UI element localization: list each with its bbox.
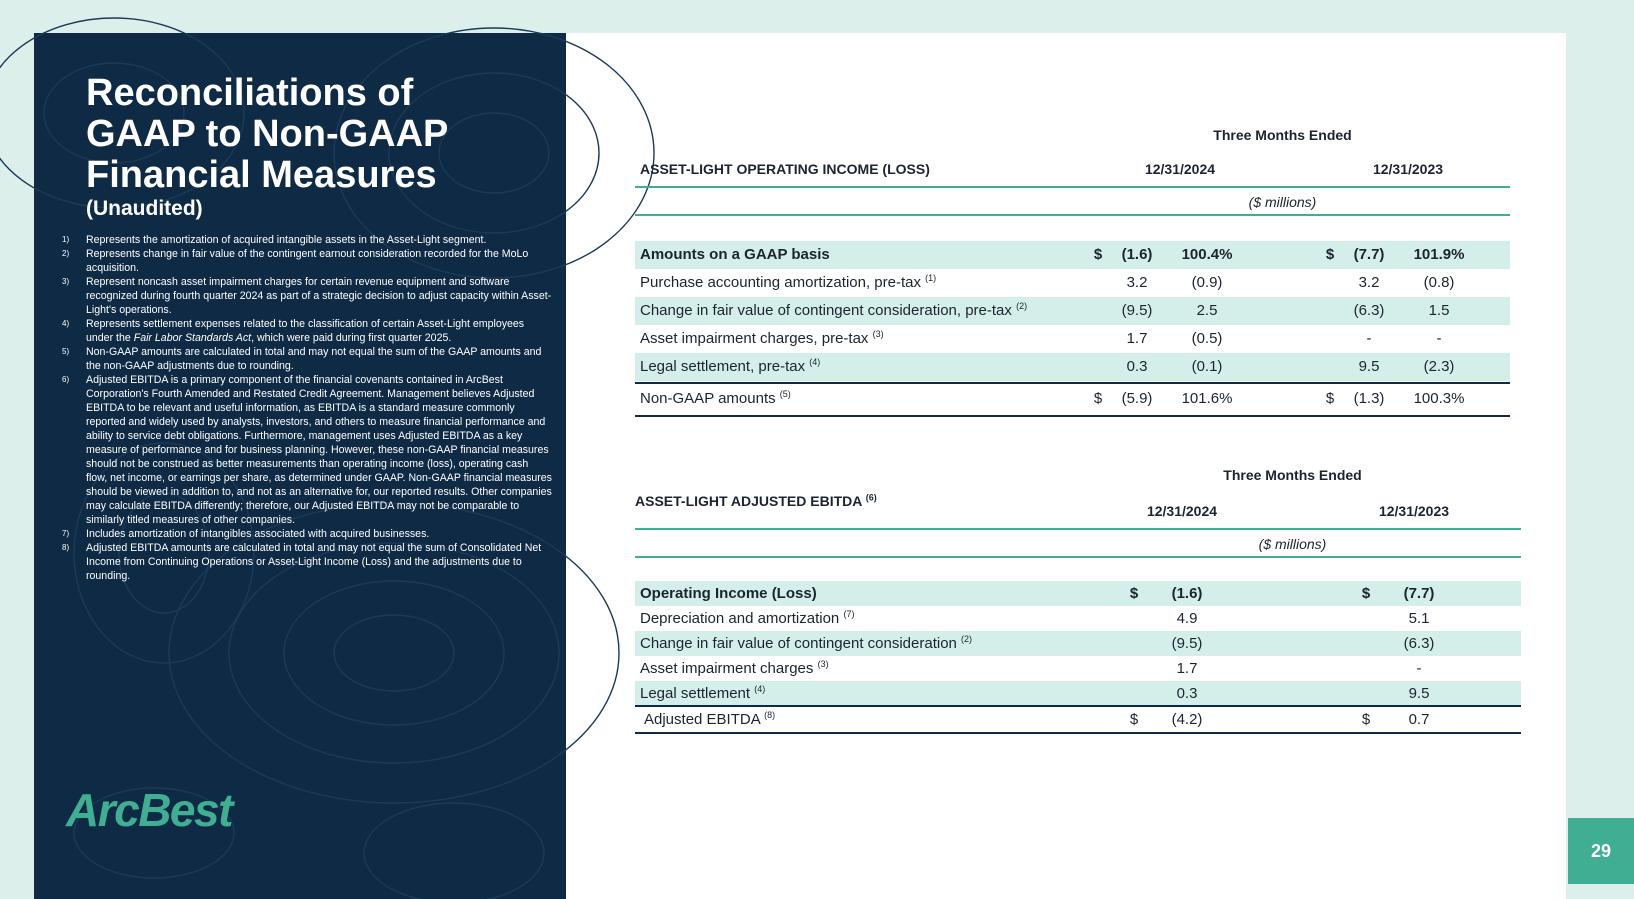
header-divider (635, 214, 1510, 216)
row-label-text: Depreciation and amortization (640, 610, 840, 627)
row-label-text: Asset impairment charges (640, 660, 814, 677)
row-label (640, 241, 830, 269)
row-label (640, 269, 936, 297)
percent-2024: (0.5) (1191, 330, 1223, 347)
footnote-number: 3) (62, 277, 70, 286)
footnote (62, 373, 552, 527)
row-label-text: Adjusted EBITDA (644, 711, 760, 728)
units-label: ($ millions) (1258, 536, 1327, 552)
left-panel (34, 33, 566, 899)
percent-2024: 2.5 (1196, 302, 1218, 319)
table-row (635, 681, 1521, 706)
footnote-ref: (7) (843, 609, 855, 619)
footnote-text: Non-GAAP amounts are calculated in total and may not equal the sum of the GAAP amounts and the non-GAAP adjustments due to rounding. (86, 346, 542, 372)
footnote-number: 8) (62, 543, 70, 552)
row-label (640, 297, 1027, 325)
row-label-text: Operating Income (Loss) (640, 585, 817, 602)
value-2024: (5.9) (1121, 390, 1153, 407)
table-title-text: ASSET-LIGHT ADJUSTED EBITDA (635, 493, 862, 509)
dollar-sign: $ (1325, 390, 1335, 407)
value-2023: 0.7 (1408, 711, 1430, 728)
row-label-text: Asset impairment charges, pre-tax (640, 330, 869, 347)
percent-2023: - (1436, 330, 1442, 347)
value-2023: 9.5 (1358, 358, 1380, 375)
footnote-ref: (5) (779, 389, 791, 399)
table-row (635, 269, 1510, 297)
table-row (635, 297, 1510, 325)
value-2024: 3.2 (1126, 274, 1148, 291)
row-label-text: Legal settlement (640, 685, 751, 702)
table-row (635, 581, 1521, 606)
footnote-ref: (4) (754, 684, 766, 694)
percent-2024: 101.6% (1181, 390, 1233, 407)
value-2024: 0.3 (1176, 685, 1198, 702)
value-2024: 1.7 (1176, 660, 1198, 677)
footnote (62, 541, 552, 583)
row-label (640, 631, 972, 656)
percent-2023: 101.9% (1413, 246, 1465, 263)
table-row (635, 656, 1521, 681)
percent-2023: 100.3% (1413, 390, 1465, 407)
table-row (635, 325, 1510, 353)
row-label (640, 656, 829, 681)
footnote-number: 5) (62, 347, 70, 356)
footnote (62, 317, 552, 345)
row-label-text: Non-GAAP amounts (640, 390, 776, 407)
dollar-sign: $ (1093, 390, 1103, 407)
row-label (640, 385, 791, 413)
value-2024: (1.6) (1171, 585, 1203, 602)
row-label-text: Change in fair value of contingent consideration (640, 635, 957, 652)
footnote-text: Adjusted EBITDA amounts are calculated in total and may not equal the sum of Consolidated Net Income from Continuing Operations or Asset-Light Income (Loss) and the adjustments due to rounding. (86, 542, 542, 582)
period-header: Three Months Ended (1223, 467, 1362, 483)
column-header-2023: 12/31/2023 (1372, 161, 1444, 177)
dollar-sign: $ (1361, 711, 1371, 728)
value-2023: 5.1 (1408, 610, 1430, 627)
period-header: Three Months Ended (1213, 127, 1352, 143)
page-number: 29 (1568, 818, 1634, 884)
row-label (640, 606, 854, 631)
adjusted-ebitda-table (635, 465, 1521, 785)
footnotes (62, 233, 552, 583)
title-line-2: GAAP to Non-GAAP (86, 113, 449, 155)
percent-2024: (0.1) (1191, 358, 1223, 375)
row-label-text: Legal settlement, pre-tax (640, 358, 806, 375)
footnote-number: 6) (62, 375, 70, 384)
row-label-text: Amounts on a GAAP basis (640, 246, 830, 263)
footnote (62, 247, 552, 275)
dollar-sign: $ (1129, 711, 1139, 728)
footnote-ref: (2) (1016, 301, 1028, 311)
footnote-ref: (2) (961, 634, 973, 644)
row-label (640, 681, 765, 706)
footnote-ref: (3) (872, 329, 884, 339)
table-title: ASSET-LIGHT OPERATING INCOME (LOSS) (640, 161, 930, 177)
row-label (640, 325, 884, 353)
value-2024: (9.5) (1171, 635, 1203, 652)
value-2023: (6.3) (1353, 302, 1385, 319)
footnote-text-italic: Fair Labor Standards Act (133, 332, 252, 344)
value-2024: 4.9 (1176, 610, 1198, 627)
footnote-text: Represents change in fair value of the contingent earnout consideration recorded for the MoLo acquisition. (86, 248, 529, 274)
header-divider (635, 556, 1521, 558)
header-divider (635, 528, 1521, 530)
footnote-ref: (1) (925, 273, 937, 283)
footnote-text: Represent noncash asset impairment charges for certain revenue equipment and software recognized during fourth quarter 2024 as part of a strategic decision to adjust capacity within Asset-Light's operations. (86, 276, 552, 316)
footnote-text: Represents the amortization of acquired intangible assets in the Asset-Light segment. (86, 234, 487, 246)
footnote-text (86, 317, 552, 345)
value-2023: (1.3) (1353, 390, 1385, 407)
footnote (62, 233, 552, 247)
column-header-2023: 12/31/2023 (1378, 503, 1450, 519)
value-2024: (1.6) (1121, 246, 1153, 263)
title-line-1: Reconciliations of (86, 72, 414, 114)
footnote-text-part: , which were paid during first quarter 2025. (251, 332, 452, 344)
dollar-sign: $ (1093, 246, 1103, 263)
percent-2024: 100.4% (1181, 246, 1233, 263)
dollar-sign: $ (1361, 585, 1371, 602)
header-divider (635, 186, 1510, 188)
total-divider (635, 732, 1521, 734)
value-2024: 1.7 (1126, 330, 1148, 347)
row-label (644, 707, 775, 732)
operating-income-table (635, 123, 1510, 453)
footnote-text: Includes amortization of intangibles associated with acquired businesses. (86, 528, 430, 540)
table-row (635, 707, 1521, 732)
footnote-number: 1) (62, 235, 70, 244)
dollar-sign: $ (1129, 585, 1139, 602)
value-2024: (9.5) (1121, 302, 1153, 319)
footnote-number: 4) (62, 319, 70, 328)
percent-2023: (0.8) (1423, 274, 1455, 291)
table-row (635, 631, 1521, 656)
total-divider (635, 415, 1510, 417)
table-row (635, 353, 1510, 381)
footnote (62, 275, 552, 317)
page-title (86, 73, 448, 196)
footnote-ref: (8) (764, 710, 776, 720)
footnote (62, 527, 552, 541)
value-2023: (7.7) (1353, 246, 1385, 263)
footnote-text-part: Represents settlement expenses related to the classification of certain Asset-Light employees under the (86, 318, 525, 344)
value-2023: (7.7) (1403, 585, 1435, 602)
percent-2023: 1.5 (1428, 302, 1450, 319)
column-header-2024: 12/31/2024 (1146, 503, 1218, 519)
row-label (640, 353, 820, 381)
title-line-3: Financial Measures (86, 154, 437, 196)
row-label-text: Change in fair value of contingent consideration, pre-tax (640, 302, 1012, 319)
table-row (635, 606, 1521, 631)
value-2023: 3.2 (1358, 274, 1380, 291)
footnote-number: 2) (62, 249, 70, 258)
total-divider (635, 382, 1510, 384)
table-row (635, 241, 1510, 269)
footnote-text: Adjusted EBITDA is a primary component of the financial covenants contained in ArcBest Corporation's Fourth Amended and Restated Credit Agreement. Management believes Adjusted EBITDA to be relevant and useful information, as EBITDA is a standard measure commonly reported and widely used by analysts, investors, and others to measure financial performance and ability to service debt obligations. Furthermore, management uses Adjusted EBITDA as a key measure of performance and for business planning. However, these non-GAAP financial measures should not be construed as better measurements than operating income (loss), operating cash flow, net income, or earnings per share, as determined under GAAP. Non-GAAP financial measures should be viewed in addition to, and not as an alternative for, our reported results. Other companies may calculate EBITDA differently; therefore, our Adjusted EBITDA may not be comparable to similarly titled measures of other companies. (86, 374, 552, 526)
arcbest-logo: ArcBest (66, 784, 232, 836)
value-2023: 9.5 (1408, 685, 1430, 702)
footnote-ref: (4) (809, 357, 821, 367)
percent-2024: (0.9) (1191, 274, 1223, 291)
column-header-2024: 12/31/2024 (1144, 161, 1216, 177)
footnote-ref: (3) (817, 659, 829, 669)
row-label-text: Purchase accounting amortization, pre-tax (640, 274, 921, 291)
value-2023: - (1416, 660, 1422, 677)
slide (34, 33, 1612, 899)
footnote-ref: (6) (865, 492, 877, 503)
value-2024: 0.3 (1126, 358, 1148, 375)
percent-2023: (2.3) (1423, 358, 1455, 375)
row-label (640, 581, 817, 606)
table-row (635, 385, 1510, 413)
units-label: ($ millions) (1248, 194, 1317, 210)
dollar-sign: $ (1325, 246, 1335, 263)
value-2023: - (1366, 330, 1372, 347)
footnote-number: 7) (62, 529, 70, 538)
value-2024: (4.2) (1171, 711, 1203, 728)
page-subtitle: (Unaudited) (86, 197, 203, 220)
value-2023: (6.3) (1403, 635, 1435, 652)
table-title (635, 493, 877, 509)
footnote (62, 345, 552, 373)
